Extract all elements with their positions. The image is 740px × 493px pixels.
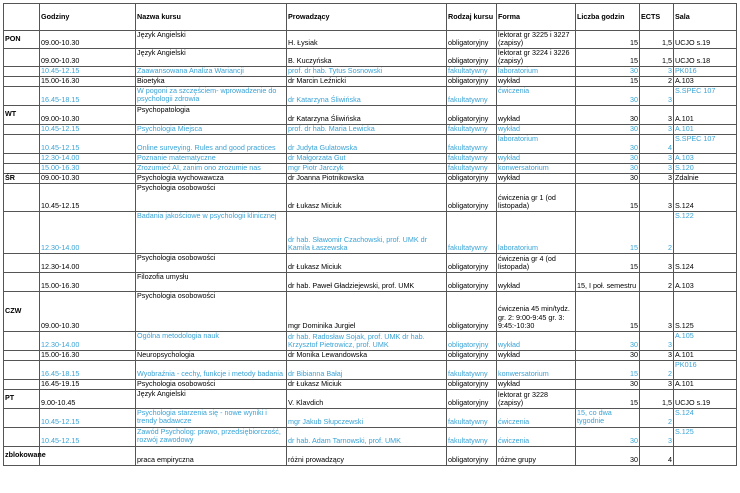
prowadzacy-cell: różni prowadzący [287,446,447,465]
day-cell [4,253,40,272]
ects-cell: 3 [640,350,674,360]
godzin-cell: 30 [576,379,640,389]
header-row [4,4,737,31]
forma-cell: laboratorium [497,211,576,253]
prowadzacy-cell: dr hab. Sławomir Czachowski, prof. UMK dr Kamila Łaszewska [287,211,447,253]
rodzaj-cell: obligatoryjny [447,291,497,331]
table-row [4,183,737,211]
nazwa-cell: Bioetyka [136,76,287,86]
rodzaj-cell: obligatoryjny [447,253,497,272]
rodzaj-cell: obligatoryjny [447,389,497,408]
godzin-cell: 15 [576,48,640,66]
forma-cell: wykład [497,331,576,350]
forma-cell: laboratorium [497,66,576,76]
day-cell [4,66,40,76]
forma-cell: wykład [497,124,576,134]
godziny-cell: 09.00-10.30 [40,48,136,66]
godziny-cell: 12.30-14.00 [40,331,136,350]
prowadzacy-cell: dr Łukasz Miciuk [287,183,447,211]
nazwa-cell: Psychologia osobowości [136,291,287,331]
day-cell [4,134,40,153]
godzin-cell: 15, co dwa tygodnie [576,408,640,427]
godziny-cell [40,446,136,465]
day-cell [4,360,40,379]
godziny-cell: 10.45-12.15 [40,427,136,446]
rodzaj-cell: obligatoryjny [447,105,497,124]
rodzaj-cell: obligatoryjny [447,31,497,49]
sala-cell: S.124 [674,253,737,272]
forma-cell: lektorat gr 3224 i 3226 (zapisy) [497,48,576,66]
ects-cell: 3 [640,153,674,163]
forma-cell: ćwiczenia gr 4 (od listopada) [497,253,576,272]
rodzaj-cell: fakultatywny [447,211,497,253]
sala-cell: S.122 [674,211,737,253]
table-row [4,331,737,350]
day-cell [4,379,40,389]
ects-cell: 2 [640,408,674,427]
forma-cell: lektorat gr 3225 i 3227 (zapisy) [497,31,576,49]
ects-cell: 3 [640,86,674,105]
table-row [4,272,737,291]
rodzaj-cell: obligatoryjny [447,350,497,360]
ects-cell: 3 [640,183,674,211]
day-cell [4,124,40,134]
godziny-cell: 15.00-16.30 [40,163,136,173]
ects-cell: 1,5 [640,48,674,66]
ects-cell: 1,5 [640,31,674,49]
godzin-cell: 30 [576,66,640,76]
rodzaj-cell: fakultatywny [447,427,497,446]
forma-cell: ćwiczenia gr 1 (od listopada) [497,183,576,211]
ects-cell: 2 [640,211,674,253]
ects-cell: 3 [640,379,674,389]
godziny-cell: 15.00-16.30 [40,350,136,360]
table-row [4,427,737,446]
ects-cell: 2 [640,76,674,86]
ects-cell: 3 [640,291,674,331]
rodzaj-cell: obligatoryjny [447,183,497,211]
godzin-cell: 15 [576,291,640,331]
godziny-cell: 16.45-19.15 [40,379,136,389]
rodzaj-cell: obligatoryjny [447,446,497,465]
godzin-cell: 30 [576,124,640,134]
ects-cell: 3 [640,173,674,183]
prowadzacy-cell: dr Judyta Gulatowska [287,134,447,153]
sala-cell: S.120 [674,163,737,173]
sala-cell: A.103 [674,153,737,163]
sala-cell: UCJO s.19 [674,31,737,49]
prowadzacy-cell: dr Małgorzata Gut [287,153,447,163]
godziny-cell: 09.00-10.30 [40,31,136,49]
day-cell: ŚR [4,173,40,183]
day-cell [4,211,40,253]
sala-cell: S.124 [674,183,737,211]
day-cell [4,48,40,66]
sala-cell: PK016 [674,66,737,76]
day-cell [4,86,40,105]
forma-cell: wykład [497,173,576,183]
prowadzacy-cell: dr Joanna Piotnikowska [287,173,447,183]
rodzaj-cell: fakultatywny [447,360,497,379]
table-row [4,31,737,49]
godziny-cell: 09.00-10.30 [40,291,136,331]
rodzaj-cell: obligatoryjny [447,173,497,183]
godziny-cell: 9.00-10.45 [40,389,136,408]
ects-cell: 1,5 [640,389,674,408]
forma-cell: ćwiczenia [497,86,576,105]
godzin-cell: 15 [576,31,640,49]
sala-cell: A.103 [674,76,737,86]
table-row [4,446,737,465]
nazwa-cell: Neuropsychologia [136,350,287,360]
day-cell [4,153,40,163]
sala-cell: A.103 [674,272,737,291]
nazwa-cell: Ogólna metodologia nauk [136,331,287,350]
nazwa-cell: Psychologia osobowości [136,183,287,211]
ects-cell: 3 [640,66,674,76]
nazwa-cell: W pogoni za szczęściem- wprowadzenie do psychologii zdrowia [136,86,287,105]
header-day [4,4,40,31]
rodzaj-cell: fakultatywny [447,86,497,105]
day-cell [4,183,40,211]
table-row [4,360,737,379]
forma-cell: ćwiczenia 45 min/tydz. gr. 2: 9:00-9:45 gr. 3: 9:45:-10:30 [497,291,576,331]
nazwa-cell: Psychologia starzenia się - nowe wyniki i trendy badawcze [136,408,287,427]
godziny-cell: 16.45-18.15 [40,86,136,105]
nazwa-cell: Psychopatologia [136,105,287,124]
day-cell: CZW [4,291,40,331]
nazwa-cell: Badania jakościowe w psychologii klinicznej [136,211,287,253]
ects-cell: 3 [640,163,674,173]
schedule-table [3,3,737,466]
godziny-cell: 10.45-12.15 [40,408,136,427]
table-row [4,173,737,183]
header-godziny: Godziny [40,4,136,31]
forma-cell: laboratorium [497,134,576,153]
nazwa-cell: Online surveying. Rules and good practices [136,134,287,153]
forma-cell: różne grupy [497,446,576,465]
rodzaj-cell: fakultatywny [447,408,497,427]
header-nazwa-kursu: Nazwa kursu [136,4,287,31]
forma-cell: konwersatorium [497,163,576,173]
prowadzacy-cell: B. Kuczyńska [287,48,447,66]
prowadzacy-cell: dr Katarzyna Śliwińska [287,86,447,105]
godzin-cell: 15 [576,76,640,86]
rodzaj-cell: obligatoryjny [447,331,497,350]
ects-cell: 3 [640,105,674,124]
rodzaj-cell: obligatoryjny [447,48,497,66]
nazwa-cell: Język Angielski [136,389,287,408]
rodzaj-cell: fakultatywny [447,134,497,153]
rodzaj-cell: fakultatywny [447,66,497,76]
rodzaj-cell: fakultatywny [447,163,497,173]
sala-cell: S.SPEC 107 [674,86,737,105]
day-cell [4,350,40,360]
prowadzacy-cell: dr Monika Lewandowska [287,350,447,360]
day-cell [4,163,40,173]
table-row [4,124,737,134]
ects-cell: 3 [640,124,674,134]
day-cell [4,408,40,427]
godziny-cell: 12.30-14.00 [40,253,136,272]
godzin-cell: 15 [576,253,640,272]
prowadzacy-cell: dr Marcin Leźnicki [287,76,447,86]
nazwa-cell: Zaawansowana Analiza Wariancji [136,66,287,76]
table-row [4,291,737,331]
header-ects: ECTS [640,4,674,31]
prowadzacy-cell: dr Łukasz Miciuk [287,379,447,389]
godzin-cell: 30 [576,86,640,105]
sala-cell: S.125 [674,427,737,446]
sala-cell: UCJO s.19 [674,389,737,408]
godzin-cell: 15 [576,183,640,211]
table-row [4,163,737,173]
header-rodzaj-kursu: Rodzaj kursu [447,4,497,31]
prowadzacy-cell: mgr Jakub Słupczewski [287,408,447,427]
day-cell: zblokowane [4,446,40,465]
day-cell [4,427,40,446]
ects-cell: 4 [640,446,674,465]
day-cell: PT [4,389,40,408]
ects-cell: 3 [640,253,674,272]
sala-cell: A.101 [674,379,737,389]
table-row [4,76,737,86]
ects-cell: 2 [640,272,674,291]
nazwa-cell: Zrozumieć AI, zanim ono zrozumie nas [136,163,287,173]
table-row [4,408,737,427]
table-row [4,105,737,124]
nazwa-cell: Psychologia Miejsca [136,124,287,134]
ects-cell: 4 [640,134,674,153]
sala-cell: S.SPEC 107 [674,134,737,153]
nazwa-cell: Psychologia osobowości [136,253,287,272]
prowadzacy-cell: dr hab. Paweł Gładziejewski, prof. UMK [287,272,447,291]
sala-cell: UCJO s.18 [674,48,737,66]
godziny-cell: 10.45-12.15 [40,183,136,211]
prowadzacy-cell: dr Bibianna Bałaj [287,360,447,379]
table-row [4,153,737,163]
godziny-cell: 12.30-14.00 [40,153,136,163]
table-row [4,389,737,408]
rodzaj-cell: obligatoryjny [447,379,497,389]
godzin-cell: 15 [576,211,640,253]
day-cell [4,76,40,86]
table-row [4,48,737,66]
sala-cell: S.125 [674,291,737,331]
prowadzacy-cell: V. Klavdich [287,389,447,408]
forma-cell: lektorat gr 3228 (zapisy) [497,389,576,408]
nazwa-cell: Poznanie matematyczne [136,153,287,163]
nazwa-cell: Filozofia umysłu [136,272,287,291]
table-row [4,253,737,272]
nazwa-cell: Psychologia wychowawcza [136,173,287,183]
godzin-cell: 15 [576,360,640,379]
table-row [4,134,737,153]
ects-cell: 2 [640,360,674,379]
godziny-cell: 15.00-16.30 [40,272,136,291]
header-sala: Sala [674,4,737,31]
rodzaj-cell: obligatoryjny [447,76,497,86]
godziny-cell: 10.45-12.15 [40,134,136,153]
forma-cell: wykład [497,379,576,389]
godziny-cell: 10.45-12.15 [40,124,136,134]
forma-cell: wykład [497,105,576,124]
day-cell: PON [4,31,40,49]
ects-cell: 3 [640,331,674,350]
forma-cell: wykład [497,272,576,291]
day-cell [4,272,40,291]
rodzaj-cell: fakultatywny [447,153,497,163]
ects-cell: 3 [640,427,674,446]
prowadzacy-cell: mgr Piotr Jarczyk [287,163,447,173]
table-row [4,350,737,360]
sala-cell: PK016 [674,360,737,379]
sala-cell: A.101 [674,350,737,360]
sala-cell: A.105 [674,331,737,350]
nazwa-cell: praca empiryczna [136,446,287,465]
nazwa-cell: Język Angielski [136,31,287,49]
prowadzacy-cell: H. Łysiak [287,31,447,49]
godzin-cell: 15, I poł. semestru [576,272,640,291]
nazwa-cell: Zawód Psycholog: prawo, przedsiębiorczość, rozwój zawodowy [136,427,287,446]
sala-cell: Zdalnie [674,173,737,183]
godziny-cell: 12.30-14.00 [40,211,136,253]
table-row [4,211,737,253]
godzin-cell: 30 [576,163,640,173]
godzin-cell: 30 [576,350,640,360]
godziny-cell: 15.00-16.30 [40,76,136,86]
godzin-cell: 15 [576,389,640,408]
prowadzacy-cell: dr Katarzyna Śliwińska [287,105,447,124]
forma-cell: wykład [497,350,576,360]
godzin-cell: 30 [576,105,640,124]
nazwa-cell: Wyobraźnia - cechy, funkcje i metody badania [136,360,287,379]
prowadzacy-cell: prof. dr hab. Maria Lewicka [287,124,447,134]
forma-cell: wykład [497,76,576,86]
sala-cell [674,446,737,465]
prowadzacy-cell: dr hab. Adam Tarnowski, prof. UMK [287,427,447,446]
godzin-cell: 30 [576,427,640,446]
table-row [4,86,737,105]
forma-cell: wykład [497,153,576,163]
header-prowadzacy: Prowadzący [287,4,447,31]
sala-cell: A.101 [674,124,737,134]
godzin-cell: 30 [576,331,640,350]
forma-cell: ćwiczenia [497,408,576,427]
godzin-cell: 30 [576,134,640,153]
day-cell: WT [4,105,40,124]
sala-cell: A.101 [674,105,737,124]
table-row [4,379,737,389]
forma-cell: ćwiczenia [497,427,576,446]
godziny-cell: 09.00-10.30 [40,105,136,124]
prowadzacy-cell: prof. dr hab. Tytus Sosnowski [287,66,447,76]
rodzaj-cell: fakultatywny [447,124,497,134]
sala-cell: S.124 [674,408,737,427]
header-liczba-godzin: Liczba godzin [576,4,640,31]
godziny-cell: 10.45-12.15 [40,66,136,76]
rodzaj-cell: obligatoryjny [447,272,497,291]
godziny-cell: 16.45-18.15 [40,360,136,379]
nazwa-cell: Psychologia osobowości [136,379,287,389]
prowadzacy-cell: dr hab. Radosław Sojak, prof. UMK dr hab. Krzysztof Pietrowicz, prof. UMK [287,331,447,350]
godzin-cell: 30 [576,173,640,183]
nazwa-cell: Język Angielski [136,48,287,66]
godzin-cell: 30 [576,446,640,465]
header-forma: Forma [497,4,576,31]
day-cell [4,331,40,350]
prowadzacy-cell: dr Łukasz Miciuk [287,253,447,272]
table-row [4,66,737,76]
godziny-cell: 09.00-10.30 [40,173,136,183]
godzin-cell: 30 [576,153,640,163]
prowadzacy-cell: mgr Dominika Jurgiel [287,291,447,331]
forma-cell: konwersatorium [497,360,576,379]
